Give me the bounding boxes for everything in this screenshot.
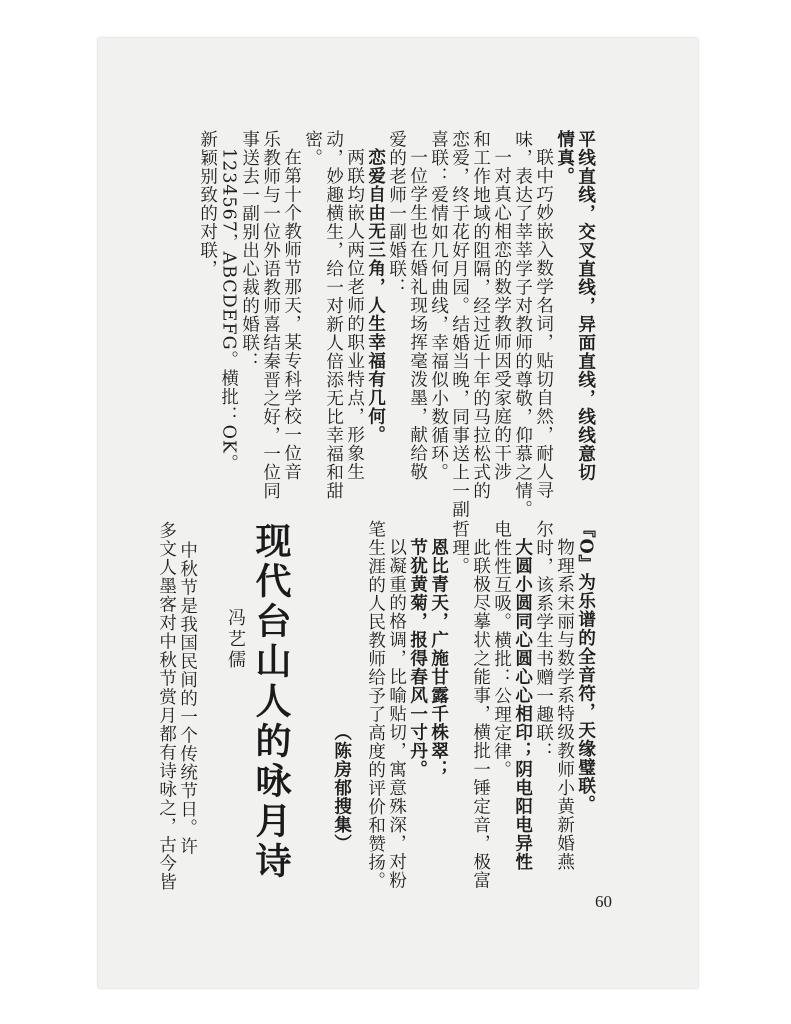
text-column: 两联均嵌人两位老师的职业特点，形象生 [344, 148, 365, 481]
text-column: 一对真心相恋的数学教师因受家庭的干涉 [491, 148, 512, 481]
credit-line: （陈房郁搜集） [331, 723, 352, 853]
text-column: 恋爱自由无三角，人生幸福有几何。 [365, 148, 386, 444]
text-column: 在第十个教师节那天，某专科学校一位音 [281, 148, 302, 481]
book-page [98, 38, 698, 988]
text-column: 密。 [302, 130, 323, 167]
text-column: 平线直线，交叉直线，异面直线，线线意切 [575, 130, 596, 482]
text-column: 动，妙趣横生，给一对新人倍添无比幸福和甜 [323, 130, 344, 500]
text-column: 多文人墨客对中秋节赏月都有诗咏之，古今皆 [156, 521, 177, 891]
text-column: 和工作地域的阻隔，经过近十年的马拉松式的 [470, 130, 491, 500]
text-column: 乐教师与一位外语教师喜结秦晋之好，一位同 [260, 130, 281, 500]
text-column: 大圆小圆同心圆心心相印；阴电阳电异性 [512, 538, 533, 871]
text-column: 节犹黄菊，报得春风一寸丹。 [407, 538, 428, 779]
text-column: 恩比青天，广施甘露千株翠； [428, 538, 449, 779]
text-column: 事送去一副别出心裁的婚联： [239, 130, 260, 371]
text-column: 笔生涯的人民教师给予了高度的评价和赞扬。 [365, 520, 386, 890]
text-column: 尔时，该系学生书赠一趣联： [533, 520, 554, 761]
text-column: 味，表达了莘莘学子对教师的尊敬，仰慕之情。 [512, 130, 533, 519]
text-column: 物理系宋丽与数学系特级教师小黄新婚燕 [554, 538, 575, 871]
text-column: 一位学生也在婚礼现场挥毫泼墨，献给敬 [407, 148, 428, 481]
text-column: 中秋节是我国民间的一个传统节日。许 [177, 541, 198, 856]
text-column: 1234567，ABCDEFG。横批：OK。 [218, 148, 239, 473]
text-column: 哲理。 [449, 520, 470, 576]
article-title: 现代台山人的咏月诗 [250, 522, 291, 882]
text-column: 新颖别致的对联， [197, 130, 218, 278]
page-number: 60 [595, 892, 612, 911]
text-column: 联中巧妙嵌入数学名词，贴切自然，耐人寻 [533, 148, 554, 500]
text-column: 此联极尽摹状之能事，横批一锤定音，极富 [470, 538, 491, 890]
article-author: 冯艺儒 [225, 608, 246, 671]
text-column: 喜联：爱情如几何曲线，幸福似小数循环。 [428, 130, 449, 482]
text-column: 『O』为乐谱的全音符，天缘璧联。 [575, 520, 596, 814]
text-column: 爱的老师一副婚联： [386, 130, 407, 297]
text-column: 情真。 [554, 130, 575, 186]
text-column: 电性性互吸。横批：公理定律。 [491, 520, 512, 779]
text-column: 以凝重的格调，比喻贴切，寓意殊深，对粉 [386, 538, 407, 890]
text-column: 恋爱，终于花好月园。结婚当晚，同事送上一副 [449, 130, 470, 519]
